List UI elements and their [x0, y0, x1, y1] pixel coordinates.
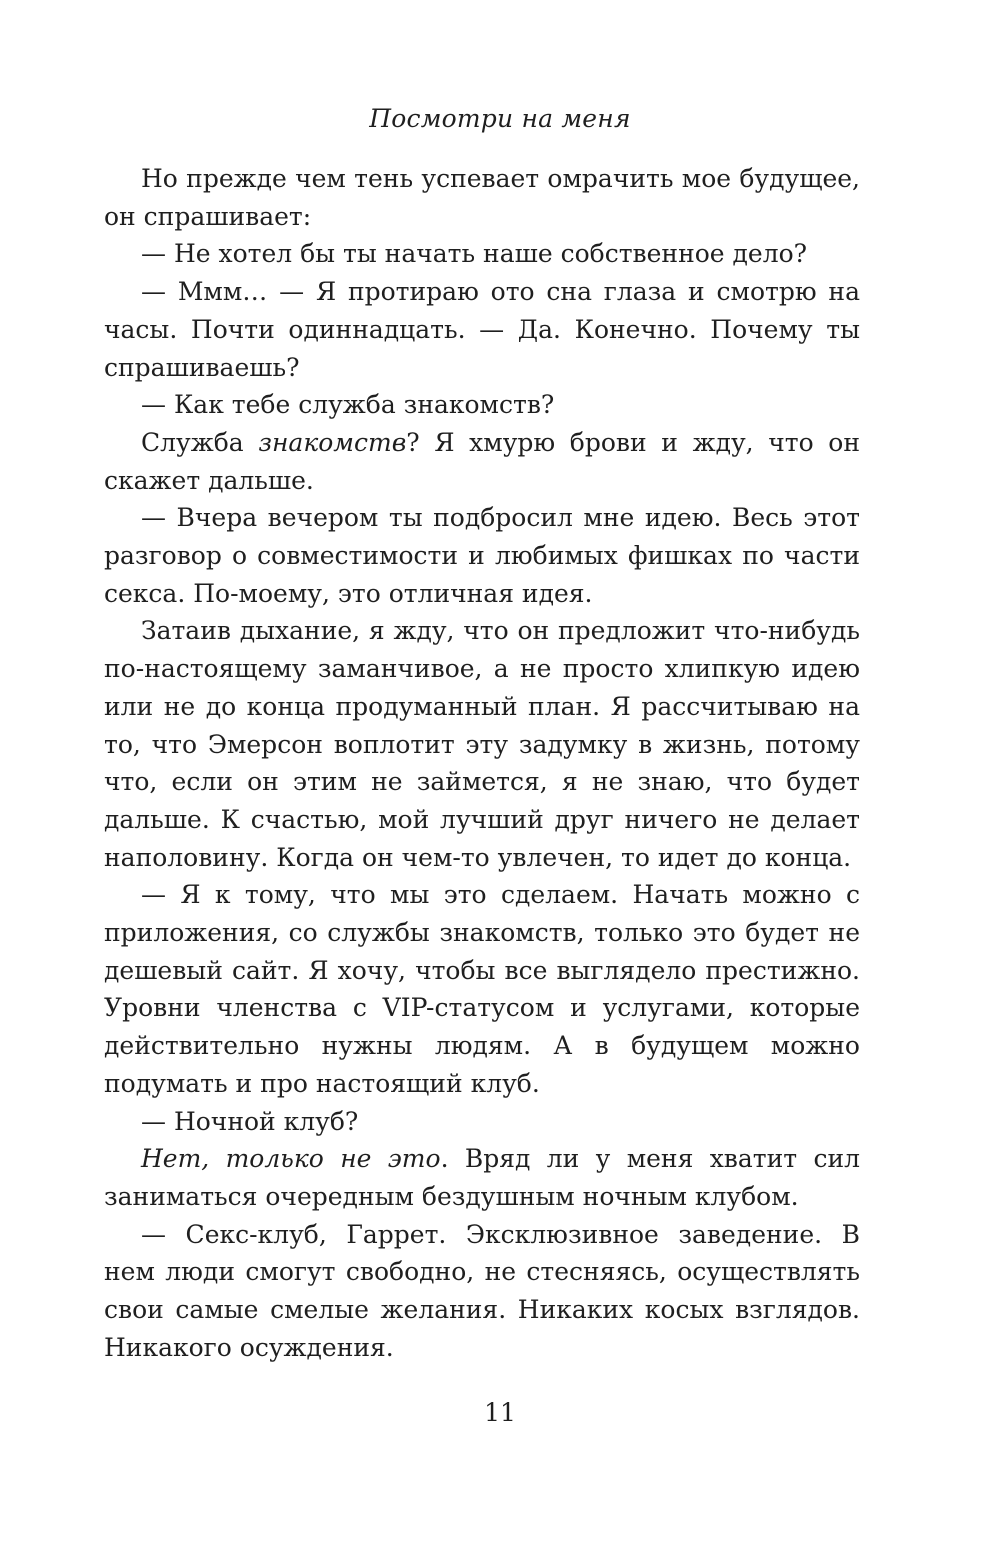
paragraph-text: . Вряд ли у меня хватит сил заниматься очередным бездушным ночным клубом. — [104, 1144, 860, 1211]
running-head: Посмотри на меня — [369, 104, 631, 133]
emphasis-text: Нет, только не это — [141, 1144, 441, 1174]
paragraph — [104, 1140, 860, 1215]
page-number: 11 — [484, 1398, 516, 1427]
body-text — [104, 160, 860, 1367]
paragraph: — Ммм… — Я протираю ото сна глаза и смотрю на часы. Почти одиннадцать. — Да. Конечно. Почему ты спрашиваешь? — [104, 277, 860, 382]
paragraph: — Как тебе служба знакомств? — [141, 390, 555, 420]
paragraph: Но прежде чем тень успевает омрачить мое будущее, он спрашивает: — [104, 164, 860, 231]
emphasis-text: знакомств — [258, 427, 407, 457]
paragraph: — Секс-клуб, Гаррет. Эксклюзивное заведение. В нем люди смогут свободно, не стесняясь, осуществлять свои самые смелые желания. Никаких косых взглядов. Никакого осуждения. — [104, 1219, 860, 1362]
paragraph: — Ночной клуб? — [141, 1106, 359, 1136]
paragraph — [104, 424, 860, 499]
paragraph: — Я к тому, что мы это сделаем. Начать можно с приложения, со службы знакомств, только это будет не дешевый сайт. Я хочу, чтобы все выглядело престижно. Уровни членства с VIP-статусом и услугами, которые действительно нужны людям. А в будущем можно подумать и про настоящий клуб. — [104, 880, 860, 1098]
paragraph: — Не хотел бы ты начать наше собственное дело? — [141, 239, 808, 269]
paragraph: Затаив дыхание, я жду, что он предложит что-нибудь по-настоящему заманчивое, а не просто хлипкую идею или не до конца продуманный план. Я рассчитываю на то, что Эмерсон воплотит эту задумку в жизнь, потому что, если он этим не займется, я не знаю, что будет дальше. К счастью, мой лучший друг ничего не делает наполовину. Когда он чем-то увлечен, то идет до конца. — [104, 616, 860, 872]
paragraph: — Вчера вечером ты подбросил мне идею. Весь этот разговор о совместимости и любимых фишках по части секса. По-моему, это отличная идея. — [104, 503, 860, 608]
paragraph-text: Служба — [141, 427, 259, 457]
paragraph-text: ? Я хмурю брови и жду, что он скажет дальше. — [104, 427, 861, 495]
